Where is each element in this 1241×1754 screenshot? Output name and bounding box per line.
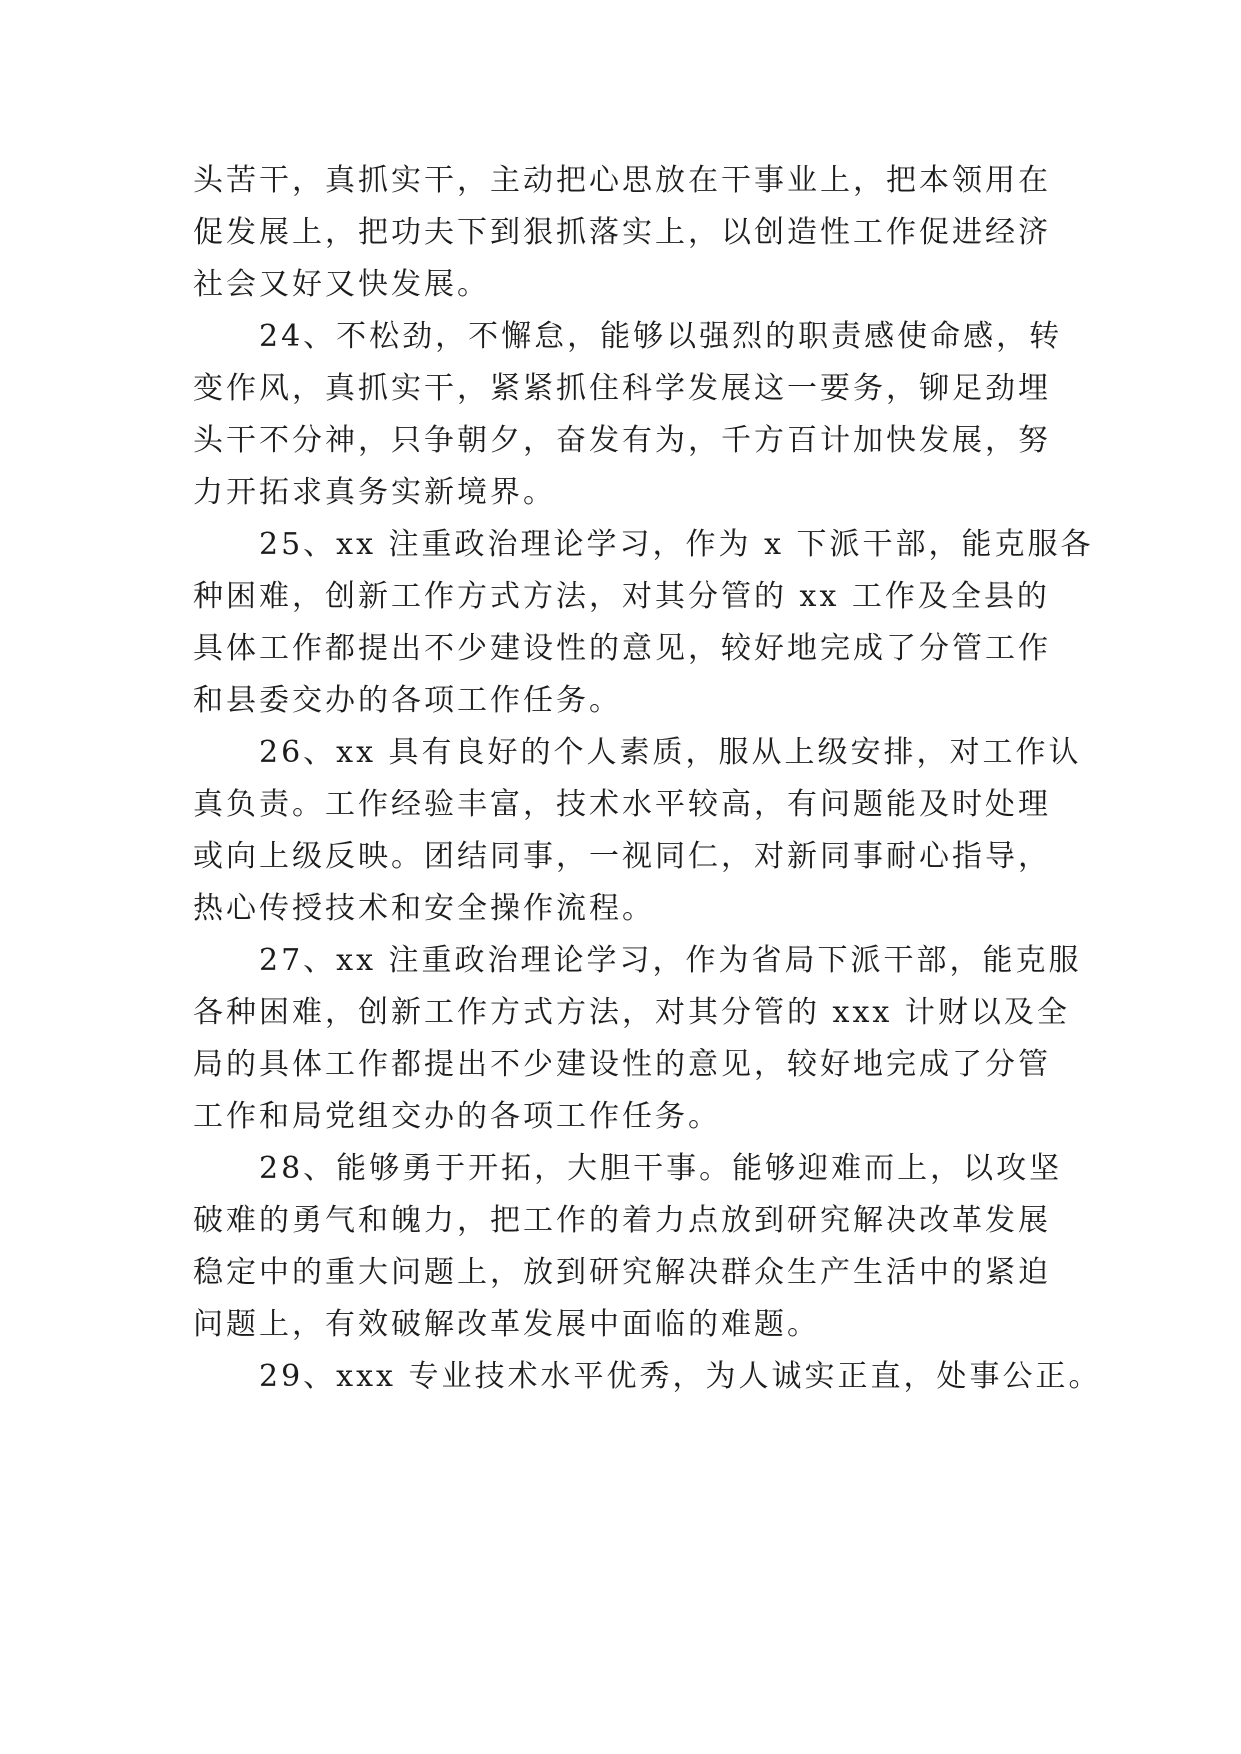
text-line: 头苦干，真抓实干，主动把心思放在干事业上，把本领用在 — [193, 163, 1051, 198]
text-line: 27、xx 注重政治理论学习，作为省局下派干部，能克服 — [193, 943, 1082, 978]
text-line: 热心传授技术和安全操作流程。 — [193, 891, 655, 926]
text-line: 具体工作都提出不少建设性的意见，较好地完成了分管工作 — [193, 631, 1051, 666]
text-line: 工作和局党组交办的各项工作任务。 — [193, 1099, 721, 1134]
text-line: 社会又好又快发展。 — [193, 267, 490, 302]
text-line: 破难的勇气和魄力，把工作的着力点放到研究解决改革发展 — [193, 1203, 1051, 1238]
text-line: 或向上级反映。团结同事，一视同仁，对新同事耐心指导， — [193, 839, 1051, 874]
text-line: 26、xx 具有良好的个人素质，服从上级安排，对工作认 — [193, 735, 1082, 770]
text-line: 局的具体工作都提出不少建设性的意见，较好地完成了分管 — [193, 1047, 1051, 1082]
text-line: 24、不松劲，不懈怠，能够以强烈的职责感使命感，转 — [193, 319, 1063, 354]
text-line: 各种困难，创新工作方式方法，对其分管的 xxx 计财以及全 — [193, 995, 1070, 1030]
text-line: 真负责。工作经验丰富，技术水平较高，有问题能及时处理 — [193, 787, 1051, 822]
text-line: 29、xxx 专业技术水平优秀，为人诚实正直，处事公正。 — [193, 1359, 1102, 1394]
text-line: 25、xx 注重政治理论学习，作为 x 下派干部，能克服各 — [193, 527, 1094, 562]
text-line: 促发展上，把功夫下到狠抓落实上，以创造性工作促进经济 — [193, 215, 1051, 250]
text-line: 变作风，真抓实干，紧紧抓住科学发展这一要务，铆足劲埋 — [193, 371, 1051, 406]
text-line: 稳定中的重大问题上，放到研究解决群众生产生活中的紧迫 — [193, 1255, 1051, 1290]
text-line: 和县委交办的各项工作任务。 — [193, 683, 622, 718]
text-line: 28、能够勇于开拓，大胆干事。能够迎难而上，以攻坚 — [193, 1151, 1063, 1186]
text-line: 问题上，有效破解改革发展中面临的难题。 — [193, 1307, 820, 1342]
text-line: 力开拓求真务实新境界。 — [193, 475, 556, 510]
text-line: 头干不分神，只争朝夕，奋发有为，千方百计加快发展，努 — [193, 423, 1051, 458]
text-line: 种困难，创新工作方式方法，对其分管的 xx 工作及全县的 — [193, 579, 1050, 614]
document-body — [193, 155, 1102, 1403]
